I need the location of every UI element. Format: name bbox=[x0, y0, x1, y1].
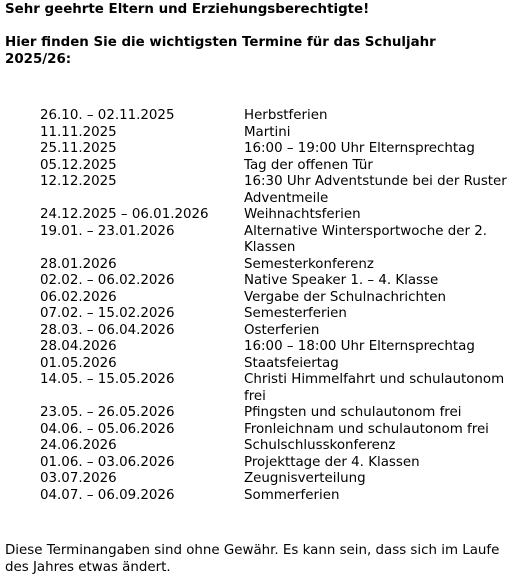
schedule-event: Sommerferien bbox=[244, 487, 340, 503]
schedule-row bbox=[40, 257, 524, 274]
schedule-event: Pfingsten und schulautonom frei bbox=[244, 405, 462, 420]
schedule-row bbox=[40, 356, 524, 373]
schedule-event: Schulschlusskonferenz bbox=[244, 438, 396, 453]
schedule-date: 25.11.2025 bbox=[40, 141, 117, 156]
schedule-row bbox=[40, 339, 524, 356]
schedule-row bbox=[40, 438, 524, 455]
schedule-event: Fronleichnam und schulautonom frei bbox=[244, 421, 489, 437]
schedule-date: 24.12.2025 – 06.01.2026 bbox=[40, 207, 209, 222]
schedule-date: 26.10. – 02.11.2025 bbox=[40, 108, 175, 123]
schedule-date: 04.07. – 06.09.2026 bbox=[40, 487, 175, 503]
schedule-date: 05.12.2025 bbox=[40, 157, 117, 173]
schedule-date: 14.05. – 15.05.2026 bbox=[40, 372, 175, 387]
schedule-event: Christi Himmelfahrt und schulautonom frei bbox=[244, 372, 505, 404]
schedule-date: 23.05. – 26.05.2026 bbox=[40, 405, 175, 420]
schedule-date: 07.02. – 15.02.2026 bbox=[40, 306, 175, 321]
schedule-row bbox=[40, 224, 524, 257]
schedule-event: Staatsfeiertag bbox=[244, 355, 339, 371]
schedule-event: Projekttage der 4. Klassen bbox=[244, 454, 420, 470]
schedule-event: Tag der offenen Tür bbox=[244, 157, 373, 173]
schedule-date: 28.03. – 06.04.2026 bbox=[40, 322, 175, 338]
schedule-row bbox=[40, 174, 524, 207]
schedule-row bbox=[40, 141, 524, 158]
schedule-row bbox=[40, 471, 524, 488]
schedule-date: 01.05.2026 bbox=[40, 355, 117, 371]
schedule-row bbox=[40, 108, 524, 125]
schedule-event: Osterferien bbox=[244, 322, 320, 338]
schedule-row bbox=[40, 158, 524, 175]
schedule-event: Weihnachtsferien bbox=[244, 207, 361, 222]
schedule-date: 01.06. – 03.06.2026 bbox=[40, 454, 175, 470]
schedule-date: 03.07.2026 bbox=[40, 471, 117, 486]
greeting-heading: Sehr geehrte Eltern und Erziehungsberechtigte! bbox=[5, 2, 370, 17]
schedule-body bbox=[40, 108, 524, 504]
schedule-event: Herbstferien bbox=[244, 108, 328, 123]
schedule-event: Vergabe der Schulnachrichten bbox=[244, 289, 446, 305]
schedule-row bbox=[40, 207, 524, 224]
schedule-date: 06.02.2026 bbox=[40, 289, 117, 305]
schedule-event: 16:00 – 18:00 Uhr Elternsprechtag bbox=[244, 339, 475, 354]
schedule-date: 11.11.2025 bbox=[40, 124, 117, 140]
schedule-row bbox=[40, 290, 524, 307]
schedule-event: Native Speaker 1. – 4. Klasse bbox=[244, 273, 439, 288]
schedule-date: 19.01. – 23.01.2026 bbox=[40, 223, 175, 239]
schedule-row bbox=[40, 372, 524, 405]
schedule-date: 12.12.2025 bbox=[40, 174, 117, 189]
schedule-date: 28.01.2026 bbox=[40, 256, 117, 272]
schedule-row bbox=[40, 455, 524, 472]
schedule-row bbox=[40, 125, 524, 142]
schedule-event: Semesterkonferenz bbox=[244, 256, 374, 272]
schedule-row bbox=[40, 273, 524, 290]
schedule-date: 24.06.2026 bbox=[40, 438, 117, 453]
schedule-event: Semesterferien bbox=[244, 306, 347, 321]
schedule-table bbox=[40, 108, 524, 504]
schedule-event: 16:30 Uhr Adventstunde bei der Ruster Adventmeile bbox=[244, 174, 507, 206]
schedule-date: 04.06. – 05.06.2026 bbox=[40, 421, 175, 437]
schedule-row bbox=[40, 405, 524, 422]
schedule-date: 02.02. – 06.02.2026 bbox=[40, 273, 175, 288]
schedule-event: Martini bbox=[244, 124, 291, 140]
schedule-row bbox=[40, 306, 524, 323]
schedule-row bbox=[40, 488, 524, 505]
schedule-event: Zeugnisverteilung bbox=[244, 471, 366, 486]
schedule-event: 16:00 – 19:00 Uhr Elternsprechtag bbox=[244, 141, 475, 156]
schedule-date: 28.04.2026 bbox=[40, 339, 117, 354]
intro-heading: Hier finden Sie die wichtigsten Termine für das Schuljahr 2025/26: bbox=[5, 35, 436, 67]
schedule-row bbox=[40, 422, 524, 439]
disclaimer-text: Diese Terminangaben sind ohne Gewähr. Es kann sein, dass sich im Laufe des Jahres etwas ändert. bbox=[5, 543, 500, 575]
schedule-row bbox=[40, 323, 524, 340]
schedule-event: Alternative Wintersportwoche der 2. Klassen bbox=[244, 223, 488, 255]
